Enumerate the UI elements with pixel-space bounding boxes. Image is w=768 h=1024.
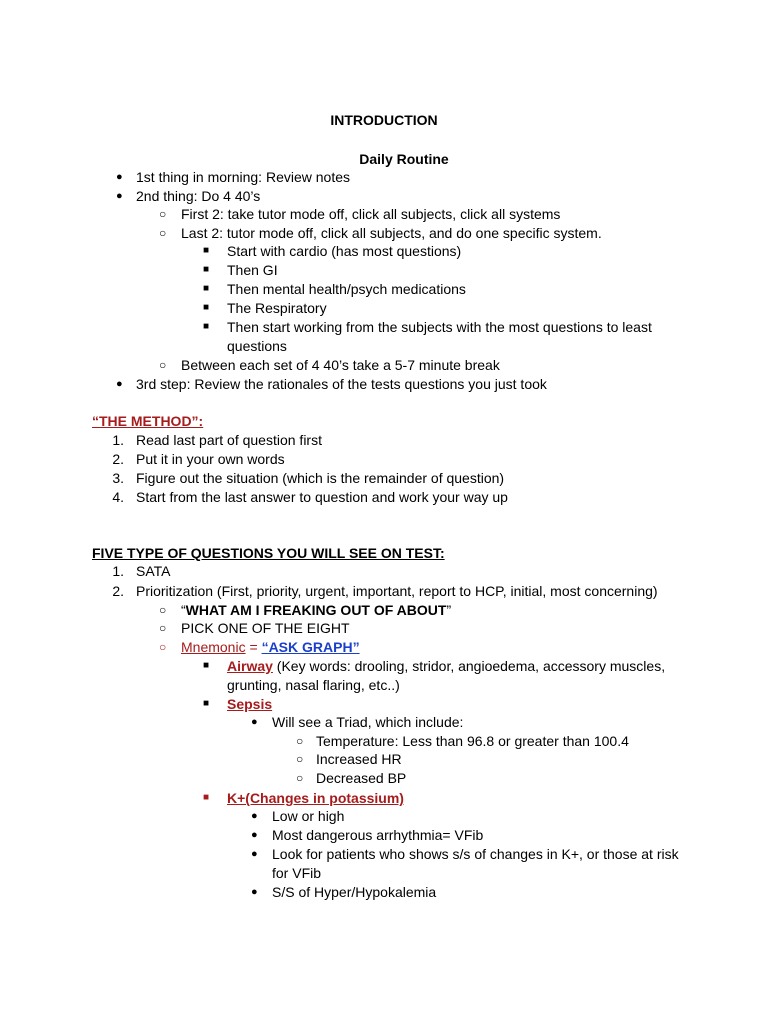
sepsis-triad: Will see a Triad, which include: (272, 714, 464, 730)
method-step: Figure out the situation (which is the remainder of question) (136, 470, 505, 486)
method-step-number: 2. (112, 451, 124, 467)
method-heading: “THE METHOD”: (92, 413, 204, 429)
routine-sub-2-item: Then GI (227, 262, 278, 278)
sepsis-triad-item: Increased HR (316, 751, 402, 767)
potassium-item: Look for patients who shows s/s of changes in K+, or those at risk (272, 846, 679, 862)
routine-item-3: 3rd step: Review the rationales of the tests questions you just took (136, 376, 547, 392)
airway-text: (Key words: drooling, stridor, angioedema, accessory muscles, (272, 658, 666, 674)
question-type: Prioritization (First, priority, urgent, important, report to HCP, initial, most concerning) (136, 583, 658, 599)
question-type: SATA (136, 563, 171, 579)
airway-label: Airway (227, 658, 273, 674)
routine-sub-2-item-continued: questions (227, 338, 287, 354)
method-step: Start from the last answer to question and work your way up (136, 489, 508, 505)
method-step-number: 1. (112, 432, 124, 448)
bullet-square-icon: ■ (203, 264, 210, 275)
bullet-square-icon: ■ (203, 321, 210, 332)
mnemonic-line (181, 638, 360, 656)
mnemonic-label: Mnemonic (181, 639, 246, 655)
sepsis-triad-item: Decreased BP (316, 770, 407, 786)
routine-item-2: 2nd thing: Do 4 40’s (136, 188, 261, 204)
bullet-square-icon: ■ (203, 302, 210, 313)
routine-item-1: 1st thing in morning: Review notes (136, 169, 350, 185)
bullet-disc-icon: ● (116, 171, 123, 183)
bullet-circle-icon: ○ (159, 358, 167, 372)
pick-one-line: PICK ONE OF THE EIGHT (181, 620, 350, 636)
mnemonic-equals: = (245, 639, 262, 655)
bullet-circle-icon: ○ (159, 640, 167, 654)
airway-line (227, 657, 665, 675)
bullet-circle-icon: ○ (159, 603, 167, 617)
bullet-disc-icon: ● (116, 190, 123, 202)
method-step: Put it in your own words (136, 451, 285, 467)
bullet-circle-icon: ○ (159, 226, 167, 240)
bullet-circle-icon: ○ (159, 621, 167, 635)
bullet-square-icon: ■ (203, 245, 210, 256)
method-step-number: 4. (112, 489, 124, 505)
bullet-square-icon: ■ (203, 698, 210, 709)
potassium-label: K+(Changes in potassium) (227, 790, 404, 806)
sepsis-triad-item: Temperature: Less than 96.8 or greater than 100.4 (316, 733, 629, 749)
sepsis-label: Sepsis (227, 696, 273, 712)
routine-sub-1: First 2: take tutor mode off, click all subjects, click all systems (181, 206, 561, 222)
bullet-circle-icon: ○ (296, 752, 304, 766)
airway-text-continued: grunting, nasal flaring, etc..) (227, 677, 400, 693)
question-type-number: 1. (112, 563, 124, 579)
potassium-item: S/S of Hyper/Hypokalemia (272, 884, 437, 900)
bullet-disc-icon: ● (251, 716, 258, 728)
freaking-out-text: WHAT AM I FREAKING OUT OF ABOUT (185, 602, 447, 618)
quote-close: ” (446, 602, 452, 618)
bullet-disc-icon: ● (251, 886, 258, 898)
bullet-circle-icon: ○ (159, 207, 167, 221)
routine-sub-2-item: The Respiratory (227, 300, 327, 316)
method-step-number: 3. (112, 470, 124, 486)
quote-open: “ (181, 602, 186, 618)
bullet-disc-icon: ● (251, 810, 258, 822)
five-types-heading: FIVE TYPE OF QUESTIONS YOU WILL SEE ON TEST: (92, 545, 445, 561)
routine-sub-3: Between each set of 4 40’s take a 5-7 minute break (181, 357, 500, 373)
mnemonic-value: “ASK GRAPH” (261, 639, 360, 655)
routine-sub-2-item: Then mental health/psych medications (227, 281, 466, 297)
bullet-square-icon: ■ (203, 283, 210, 294)
potassium-item-continued: for VFib (272, 865, 322, 881)
page-title: INTRODUCTION (330, 112, 438, 128)
bullet-circle-icon: ○ (296, 771, 304, 785)
bullet-disc-icon: ● (251, 829, 258, 841)
potassium-item: Most dangerous arrhythmia= VFib (272, 827, 484, 843)
potassium-item: Low or high (272, 808, 345, 824)
bullet-circle-icon: ○ (296, 734, 304, 748)
freaking-out-line (181, 601, 451, 619)
bullet-disc-icon: ● (116, 378, 123, 390)
bullet-square-icon: ■ (203, 660, 210, 671)
question-type-number: 2. (112, 583, 124, 599)
routine-sub-2: Last 2: tutor mode off, click all subjects, and do one specific system. (181, 225, 602, 241)
method-step: Read last part of question first (136, 432, 322, 448)
section-subtitle: Daily Routine (359, 151, 449, 167)
routine-sub-2-item: Then start working from the subjects with the most questions to least (227, 319, 652, 335)
bullet-disc-icon: ● (251, 848, 258, 860)
routine-sub-2-item: Start with cardio (has most questions) (227, 243, 462, 259)
bullet-square-icon: ■ (203, 792, 210, 803)
